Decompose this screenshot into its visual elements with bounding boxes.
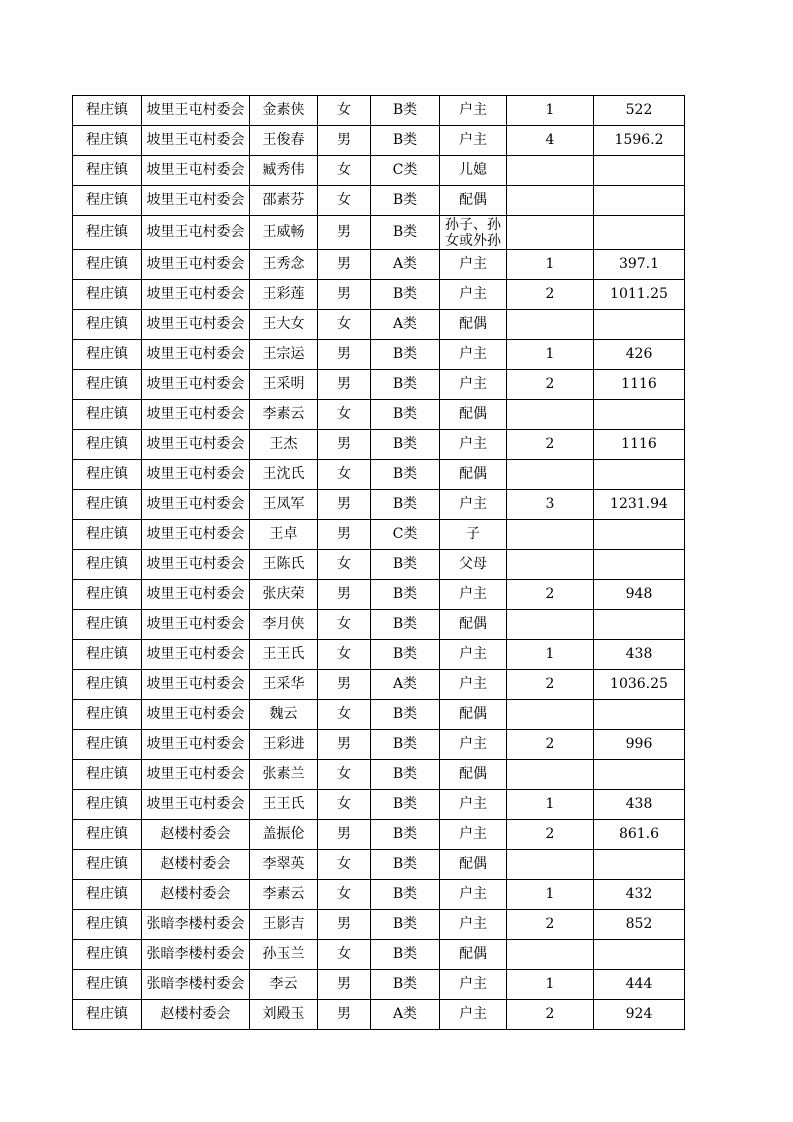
count-cell: 2	[507, 670, 594, 700]
sex-cell: 男	[318, 340, 371, 370]
table-row	[73, 370, 685, 400]
town-cell: 程庄镇	[73, 126, 142, 156]
amount-cell	[594, 216, 685, 250]
village-cell: 坡里王屯村委会	[142, 310, 250, 340]
category-cell: C类	[371, 520, 440, 550]
sex-cell: 女	[318, 96, 371, 126]
village-cell: 坡里王屯村委会	[142, 550, 250, 580]
sex-cell: 男	[318, 670, 371, 700]
amount-cell	[594, 156, 685, 186]
amount-cell	[594, 550, 685, 580]
count-cell: 2	[507, 370, 594, 400]
sex-cell: 女	[318, 940, 371, 970]
sex-cell: 男	[318, 370, 371, 400]
count-cell	[507, 610, 594, 640]
name-cell: 李素云	[250, 400, 318, 430]
category-cell: B类	[371, 490, 440, 520]
table-row	[73, 126, 685, 156]
name-cell: 王俊春	[250, 126, 318, 156]
amount-cell: 852	[594, 910, 685, 940]
category-cell: B类	[371, 580, 440, 610]
town-cell: 程庄镇	[73, 550, 142, 580]
table-row	[73, 790, 685, 820]
amount-cell	[594, 610, 685, 640]
village-cell: 坡里王屯村委会	[142, 700, 250, 730]
town-cell: 程庄镇	[73, 216, 142, 250]
amount-cell: 1596.2	[594, 126, 685, 156]
category-cell: A类	[371, 250, 440, 280]
town-cell: 程庄镇	[73, 250, 142, 280]
town-cell: 程庄镇	[73, 880, 142, 910]
name-cell: 魏云	[250, 700, 318, 730]
category-cell: B类	[371, 820, 440, 850]
relation-cell: 户主	[440, 250, 507, 280]
roster-table	[72, 95, 685, 1030]
name-cell: 刘殿玉	[250, 1000, 318, 1030]
relation-cell: 孙子、孙女或外孙	[440, 216, 507, 250]
table-row	[73, 580, 685, 610]
amount-cell: 1011.25	[594, 280, 685, 310]
count-cell	[507, 550, 594, 580]
village-cell: 坡里王屯村委会	[142, 490, 250, 520]
amount-cell	[594, 460, 685, 490]
town-cell: 程庄镇	[73, 580, 142, 610]
table-row	[73, 490, 685, 520]
village-cell: 赵楼村委会	[142, 880, 250, 910]
category-cell: B类	[371, 280, 440, 310]
relation-cell: 户主	[440, 1000, 507, 1030]
table-row	[73, 340, 685, 370]
relation-cell: 配偶	[440, 186, 507, 216]
count-cell: 2	[507, 910, 594, 940]
relation-cell: 配偶	[440, 940, 507, 970]
table-row	[73, 96, 685, 126]
category-cell: B类	[371, 550, 440, 580]
count-cell: 1	[507, 790, 594, 820]
relation-cell: 户主	[440, 280, 507, 310]
sex-cell: 女	[318, 186, 371, 216]
table-row	[73, 280, 685, 310]
town-cell: 程庄镇	[73, 490, 142, 520]
name-cell: 王杰	[250, 430, 318, 460]
table-row	[73, 730, 685, 760]
sex-cell: 男	[318, 520, 371, 550]
village-cell: 坡里王屯村委会	[142, 126, 250, 156]
village-cell: 坡里王屯村委会	[142, 370, 250, 400]
town-cell: 程庄镇	[73, 460, 142, 490]
sex-cell: 男	[318, 250, 371, 280]
name-cell: 王采明	[250, 370, 318, 400]
name-cell: 李月侠	[250, 610, 318, 640]
amount-cell: 397.1	[594, 250, 685, 280]
name-cell: 王陈氏	[250, 550, 318, 580]
village-cell: 坡里王屯村委会	[142, 640, 250, 670]
category-cell: A类	[371, 310, 440, 340]
sex-cell: 女	[318, 610, 371, 640]
village-cell: 张暗李楼村委会	[142, 910, 250, 940]
relation-cell: 子	[440, 520, 507, 550]
sex-cell: 女	[318, 550, 371, 580]
category-cell: B类	[371, 400, 440, 430]
amount-cell	[594, 850, 685, 880]
sex-cell: 男	[318, 970, 371, 1000]
count-cell	[507, 520, 594, 550]
name-cell: 张素兰	[250, 760, 318, 790]
town-cell: 程庄镇	[73, 96, 142, 126]
village-cell: 张暗李楼村委会	[142, 970, 250, 1000]
amount-cell: 996	[594, 730, 685, 760]
count-cell: 2	[507, 280, 594, 310]
town-cell: 程庄镇	[73, 730, 142, 760]
name-cell: 王大女	[250, 310, 318, 340]
table-row	[73, 940, 685, 970]
relation-cell: 户主	[440, 640, 507, 670]
count-cell: 1	[507, 880, 594, 910]
amount-cell: 1231.94	[594, 490, 685, 520]
count-cell: 1	[507, 250, 594, 280]
amount-cell: 924	[594, 1000, 685, 1030]
category-cell: A类	[371, 670, 440, 700]
amount-cell: 948	[594, 580, 685, 610]
relation-cell: 配偶	[440, 610, 507, 640]
town-cell: 程庄镇	[73, 850, 142, 880]
name-cell: 邵素芬	[250, 186, 318, 216]
category-cell: B类	[371, 700, 440, 730]
count-cell	[507, 310, 594, 340]
name-cell: 王王氏	[250, 790, 318, 820]
village-cell: 坡里王屯村委会	[142, 186, 250, 216]
town-cell: 程庄镇	[73, 790, 142, 820]
amount-cell: 1116	[594, 370, 685, 400]
relation-cell: 户主	[440, 580, 507, 610]
village-cell: 赵楼村委会	[142, 1000, 250, 1030]
town-cell: 程庄镇	[73, 156, 142, 186]
name-cell: 王威畅	[250, 216, 318, 250]
category-cell: B类	[371, 640, 440, 670]
name-cell: 王王氏	[250, 640, 318, 670]
town-cell: 程庄镇	[73, 310, 142, 340]
amount-cell: 438	[594, 790, 685, 820]
village-cell: 坡里王屯村委会	[142, 730, 250, 760]
category-cell: B类	[371, 370, 440, 400]
village-cell: 坡里王屯村委会	[142, 400, 250, 430]
name-cell: 王卓	[250, 520, 318, 550]
amount-cell	[594, 940, 685, 970]
category-cell: B类	[371, 430, 440, 460]
count-cell	[507, 156, 594, 186]
town-cell: 程庄镇	[73, 700, 142, 730]
count-cell: 2	[507, 430, 594, 460]
category-cell: B类	[371, 910, 440, 940]
relation-cell: 配偶	[440, 310, 507, 340]
village-cell: 坡里王屯村委会	[142, 460, 250, 490]
count-cell: 4	[507, 126, 594, 156]
sex-cell: 女	[318, 640, 371, 670]
name-cell: 李素云	[250, 880, 318, 910]
sex-cell: 男	[318, 216, 371, 250]
name-cell: 王秀念	[250, 250, 318, 280]
amount-cell: 444	[594, 970, 685, 1000]
name-cell: 王凤军	[250, 490, 318, 520]
table-row	[73, 430, 685, 460]
town-cell: 程庄镇	[73, 640, 142, 670]
town-cell: 程庄镇	[73, 970, 142, 1000]
amount-cell: 426	[594, 340, 685, 370]
amount-cell: 522	[594, 96, 685, 126]
category-cell: B类	[371, 970, 440, 1000]
sex-cell: 女	[318, 850, 371, 880]
village-cell: 赵楼村委会	[142, 820, 250, 850]
amount-cell	[594, 186, 685, 216]
sex-cell: 女	[318, 400, 371, 430]
village-cell: 张暗李楼村委会	[142, 940, 250, 970]
sex-cell: 女	[318, 310, 371, 340]
village-cell: 坡里王屯村委会	[142, 790, 250, 820]
count-cell: 2	[507, 820, 594, 850]
category-cell: B类	[371, 790, 440, 820]
town-cell: 程庄镇	[73, 610, 142, 640]
town-cell: 程庄镇	[73, 1000, 142, 1030]
amount-cell	[594, 310, 685, 340]
relation-cell: 户主	[440, 126, 507, 156]
town-cell: 程庄镇	[73, 280, 142, 310]
name-cell: 王彩进	[250, 730, 318, 760]
table-row	[73, 760, 685, 790]
relation-cell: 户主	[440, 730, 507, 760]
town-cell: 程庄镇	[73, 430, 142, 460]
relation-cell: 配偶	[440, 400, 507, 430]
category-cell: B类	[371, 760, 440, 790]
sex-cell: 女	[318, 700, 371, 730]
name-cell: 王采华	[250, 670, 318, 700]
table-row	[73, 186, 685, 216]
category-cell: B类	[371, 940, 440, 970]
name-cell: 张庆荣	[250, 580, 318, 610]
name-cell: 孙玉兰	[250, 940, 318, 970]
count-cell	[507, 400, 594, 430]
category-cell: B类	[371, 610, 440, 640]
town-cell: 程庄镇	[73, 940, 142, 970]
table-row	[73, 550, 685, 580]
relation-cell: 户主	[440, 96, 507, 126]
count-cell: 2	[507, 580, 594, 610]
table-row	[73, 820, 685, 850]
count-cell: 3	[507, 490, 594, 520]
name-cell: 王宗运	[250, 340, 318, 370]
name-cell: 王彩莲	[250, 280, 318, 310]
count-cell	[507, 760, 594, 790]
category-cell: B类	[371, 340, 440, 370]
town-cell: 程庄镇	[73, 186, 142, 216]
sex-cell: 女	[318, 880, 371, 910]
town-cell: 程庄镇	[73, 340, 142, 370]
category-cell: B类	[371, 730, 440, 760]
count-cell	[507, 216, 594, 250]
village-cell: 坡里王屯村委会	[142, 156, 250, 186]
table-row	[73, 670, 685, 700]
amount-cell: 861.6	[594, 820, 685, 850]
relation-cell: 父母	[440, 550, 507, 580]
name-cell: 李翠英	[250, 850, 318, 880]
table-row	[73, 910, 685, 940]
category-cell: C类	[371, 156, 440, 186]
sex-cell: 男	[318, 280, 371, 310]
name-cell: 王沈氏	[250, 460, 318, 490]
sex-cell: 男	[318, 430, 371, 460]
category-cell: B类	[371, 880, 440, 910]
village-cell: 坡里王屯村委会	[142, 760, 250, 790]
town-cell: 程庄镇	[73, 910, 142, 940]
relation-cell: 户主	[440, 880, 507, 910]
name-cell: 王影吉	[250, 910, 318, 940]
sex-cell: 女	[318, 790, 371, 820]
roster-body	[73, 96, 685, 1030]
relation-cell: 配偶	[440, 700, 507, 730]
table-row	[73, 850, 685, 880]
town-cell: 程庄镇	[73, 760, 142, 790]
sex-cell: 女	[318, 460, 371, 490]
count-cell: 1	[507, 640, 594, 670]
village-cell: 坡里王屯村委会	[142, 340, 250, 370]
village-cell: 坡里王屯村委会	[142, 580, 250, 610]
sex-cell: 男	[318, 490, 371, 520]
amount-cell	[594, 700, 685, 730]
table-row	[73, 460, 685, 490]
count-cell	[507, 700, 594, 730]
amount-cell	[594, 400, 685, 430]
count-cell	[507, 460, 594, 490]
count-cell: 1	[507, 970, 594, 1000]
amount-cell: 1116	[594, 430, 685, 460]
sex-cell: 女	[318, 760, 371, 790]
town-cell: 程庄镇	[73, 670, 142, 700]
village-cell: 坡里王屯村委会	[142, 670, 250, 700]
sex-cell: 男	[318, 1000, 371, 1030]
table-row	[73, 1000, 685, 1030]
count-cell	[507, 940, 594, 970]
table-row	[73, 970, 685, 1000]
category-cell: B类	[371, 186, 440, 216]
name-cell: 金素侠	[250, 96, 318, 126]
amount-cell: 438	[594, 640, 685, 670]
category-cell: B类	[371, 96, 440, 126]
relation-cell: 户主	[440, 370, 507, 400]
category-cell: B类	[371, 126, 440, 156]
town-cell: 程庄镇	[73, 820, 142, 850]
amount-cell	[594, 760, 685, 790]
table-row	[73, 880, 685, 910]
count-cell: 2	[507, 1000, 594, 1030]
table-row	[73, 400, 685, 430]
village-cell: 坡里王屯村委会	[142, 430, 250, 460]
relation-cell: 配偶	[440, 460, 507, 490]
relation-cell: 配偶	[440, 760, 507, 790]
relation-cell: 户主	[440, 430, 507, 460]
village-cell: 坡里王屯村委会	[142, 280, 250, 310]
relation-cell: 儿媳	[440, 156, 507, 186]
sex-cell: 男	[318, 820, 371, 850]
name-cell: 臧秀伟	[250, 156, 318, 186]
category-cell: B类	[371, 460, 440, 490]
relation-cell: 配偶	[440, 850, 507, 880]
village-cell: 赵楼村委会	[142, 850, 250, 880]
table-row	[73, 520, 685, 550]
relation-cell: 户主	[440, 670, 507, 700]
table-row	[73, 250, 685, 280]
sex-cell: 男	[318, 126, 371, 156]
table-row	[73, 310, 685, 340]
category-cell: B类	[371, 850, 440, 880]
town-cell: 程庄镇	[73, 520, 142, 550]
relation-cell: 户主	[440, 340, 507, 370]
table-row	[73, 640, 685, 670]
amount-cell: 1036.25	[594, 670, 685, 700]
count-cell: 1	[507, 96, 594, 126]
count-cell: 2	[507, 730, 594, 760]
relation-cell: 户主	[440, 910, 507, 940]
relation-cell: 户主	[440, 970, 507, 1000]
amount-cell: 432	[594, 880, 685, 910]
table-row	[73, 156, 685, 186]
name-cell: 盖振伦	[250, 820, 318, 850]
sex-cell: 男	[318, 730, 371, 760]
town-cell: 程庄镇	[73, 370, 142, 400]
category-cell: B类	[371, 216, 440, 250]
relation-cell: 户主	[440, 490, 507, 520]
amount-cell	[594, 520, 685, 550]
table-row	[73, 216, 685, 250]
village-cell: 坡里王屯村委会	[142, 216, 250, 250]
sex-cell: 女	[318, 156, 371, 186]
town-cell: 程庄镇	[73, 400, 142, 430]
table-row	[73, 700, 685, 730]
sex-cell: 男	[318, 910, 371, 940]
village-cell: 坡里王屯村委会	[142, 610, 250, 640]
village-cell: 坡里王屯村委会	[142, 520, 250, 550]
table-row	[73, 610, 685, 640]
relation-cell: 户主	[440, 790, 507, 820]
category-cell: A类	[371, 1000, 440, 1030]
sex-cell: 男	[318, 580, 371, 610]
village-cell: 坡里王屯村委会	[142, 250, 250, 280]
relation-cell: 户主	[440, 820, 507, 850]
count-cell: 1	[507, 340, 594, 370]
count-cell	[507, 850, 594, 880]
village-cell: 坡里王屯村委会	[142, 96, 250, 126]
name-cell: 李云	[250, 970, 318, 1000]
count-cell	[507, 186, 594, 216]
